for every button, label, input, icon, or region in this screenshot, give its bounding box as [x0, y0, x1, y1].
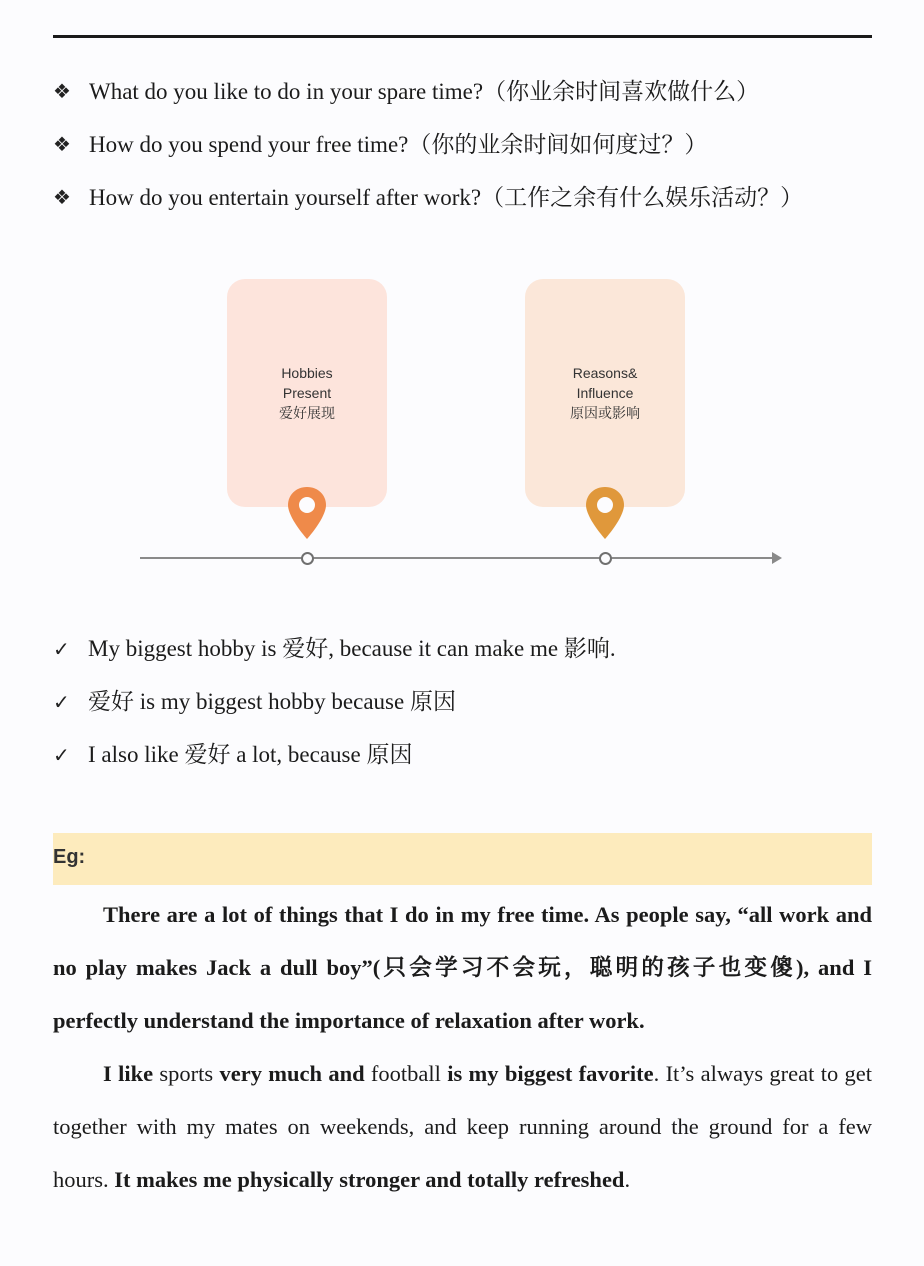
card-line: 爱好展现	[279, 405, 335, 421]
timeline-line	[140, 557, 780, 559]
card-line: 原因或影响	[570, 405, 640, 421]
card-line: Reasons&	[572, 365, 638, 381]
question-zh: （工作之余有什么娱乐活动？）	[481, 185, 804, 210]
top-rule	[53, 35, 872, 38]
pattern-item	[53, 685, 616, 738]
pattern-text: My biggest hobby is 爱好, because it can make me 影响.	[88, 636, 616, 661]
text-run: sports	[153, 1061, 220, 1086]
question-zh: （你业余时间喜欢做什么）	[483, 79, 760, 104]
question-item	[53, 127, 883, 180]
pattern-item	[53, 632, 616, 685]
question-item	[53, 180, 883, 233]
check-icon: ✓	[53, 743, 70, 767]
question-item	[53, 74, 883, 127]
check-icon: ✓	[53, 637, 70, 661]
text-run: . It’s always great to get together with my mates on weekends, and keep running around the ground for a few hours.	[53, 1061, 872, 1192]
timeline-dot	[301, 552, 314, 565]
pattern-text: I also like 爱好 a lot, because 原因	[88, 742, 413, 767]
question-list	[53, 74, 883, 233]
example-header-bar	[53, 833, 872, 885]
card-line: Hobbies	[281, 365, 333, 381]
question-en: How do you entertain yourself after work?	[89, 185, 482, 210]
example-paragraph-2	[53, 1047, 872, 1206]
question-en: What do you like to do in your spare time?	[89, 79, 484, 104]
text-run: I like	[103, 1061, 154, 1086]
diamond-bullet-icon: ❖	[53, 81, 71, 103]
timeline-dot	[599, 552, 612, 565]
pattern-list	[53, 632, 616, 791]
location-pin-icon	[584, 485, 626, 543]
pattern-item	[53, 738, 616, 791]
text-run: .	[624, 1167, 631, 1192]
hobbies-card	[227, 279, 387, 507]
text-run: is my biggest favorite	[447, 1061, 654, 1086]
location-pin-icon	[286, 485, 328, 543]
card-line: Present	[282, 385, 332, 401]
question-en: How do you spend your free time?	[89, 132, 409, 157]
text-run: very much and	[219, 1061, 365, 1086]
example-label: Eg:	[53, 846, 86, 868]
example-paragraph-1: There are a lot of things that I do in my free time. As people say, “all work and no play makes Jack a dull boy”(只会学习不会玩，聪明的孩子也变傻), and I perfectly understand the importance of relaxation after work.	[53, 902, 872, 1033]
reasons-card	[525, 279, 685, 507]
question-zh: （你的业余时间如何度过？）	[408, 132, 708, 157]
diamond-bullet-icon: ❖	[53, 187, 71, 209]
pin-hole	[299, 497, 315, 513]
check-icon: ✓	[53, 690, 70, 714]
card-line: Influence	[576, 385, 634, 401]
text-run: football	[364, 1061, 448, 1086]
timeline-arrow-icon	[772, 552, 782, 564]
diamond-bullet-icon: ❖	[53, 134, 71, 156]
pin-hole	[597, 497, 613, 513]
text-run: It makes me physically stronger and totally refreshed	[114, 1167, 625, 1192]
pattern-text: 爱好 is my biggest hobby because 原因	[88, 689, 456, 714]
